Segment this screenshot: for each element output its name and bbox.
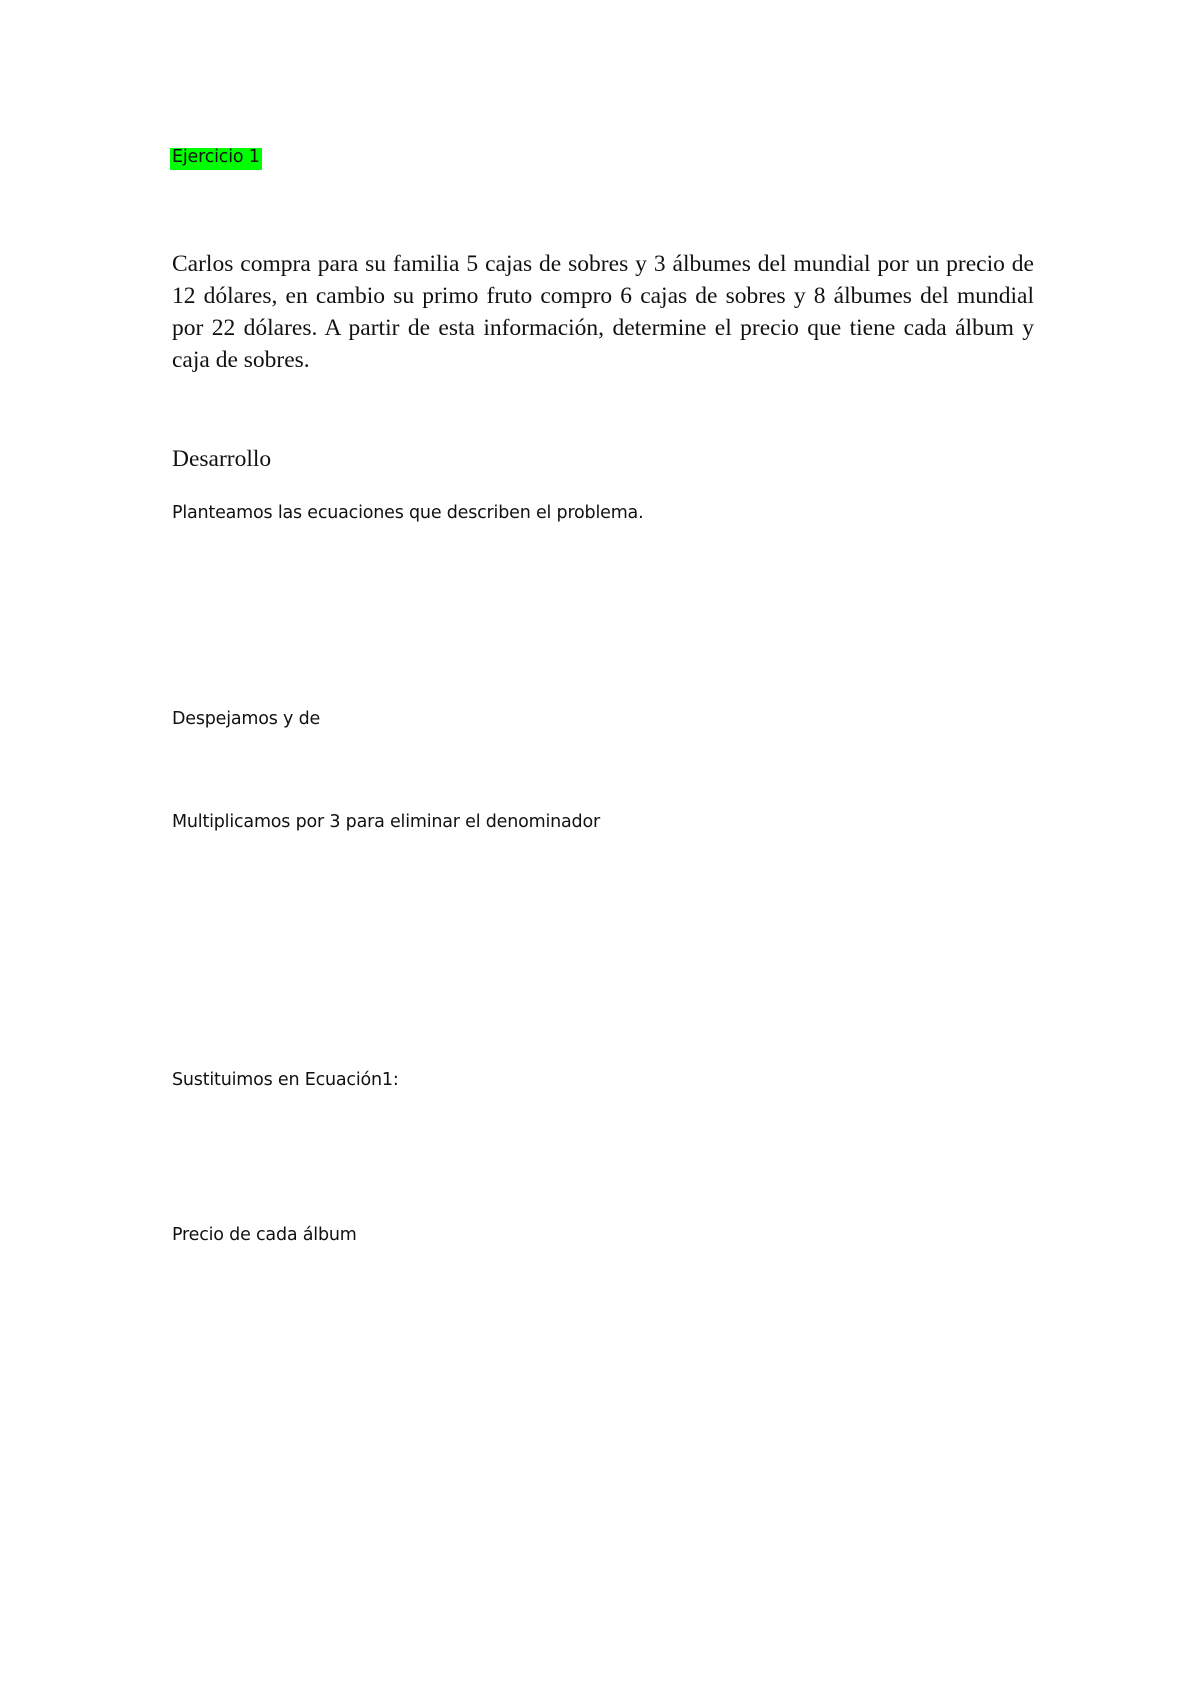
exercise-title: Ejercicio 1 — [170, 148, 262, 170]
section-heading: Desarrollo — [172, 446, 272, 472]
step-text: Sustituimos en Ecuación1: — [172, 1070, 399, 1090]
step-text: Precio de cada álbum — [172, 1225, 357, 1245]
step-text: Despejamos y de — [172, 709, 321, 729]
step-text: Multiplicamos por 3 para eliminar el denominador — [172, 812, 600, 832]
problem-statement: Carlos compra para su familia 5 cajas de sobres y 3 álbumes del mundial por un precio de 12 dólares, en cambio su primo fruto compro 6 cajas de sobres y 8 álbumes del mundial por 22 dólares. A partir de esta información, determine el precio que tiene cada álbum y caja de sobres. — [172, 251, 1034, 373]
step-text: Planteamos las ecuaciones que describen el problema. — [172, 503, 644, 523]
